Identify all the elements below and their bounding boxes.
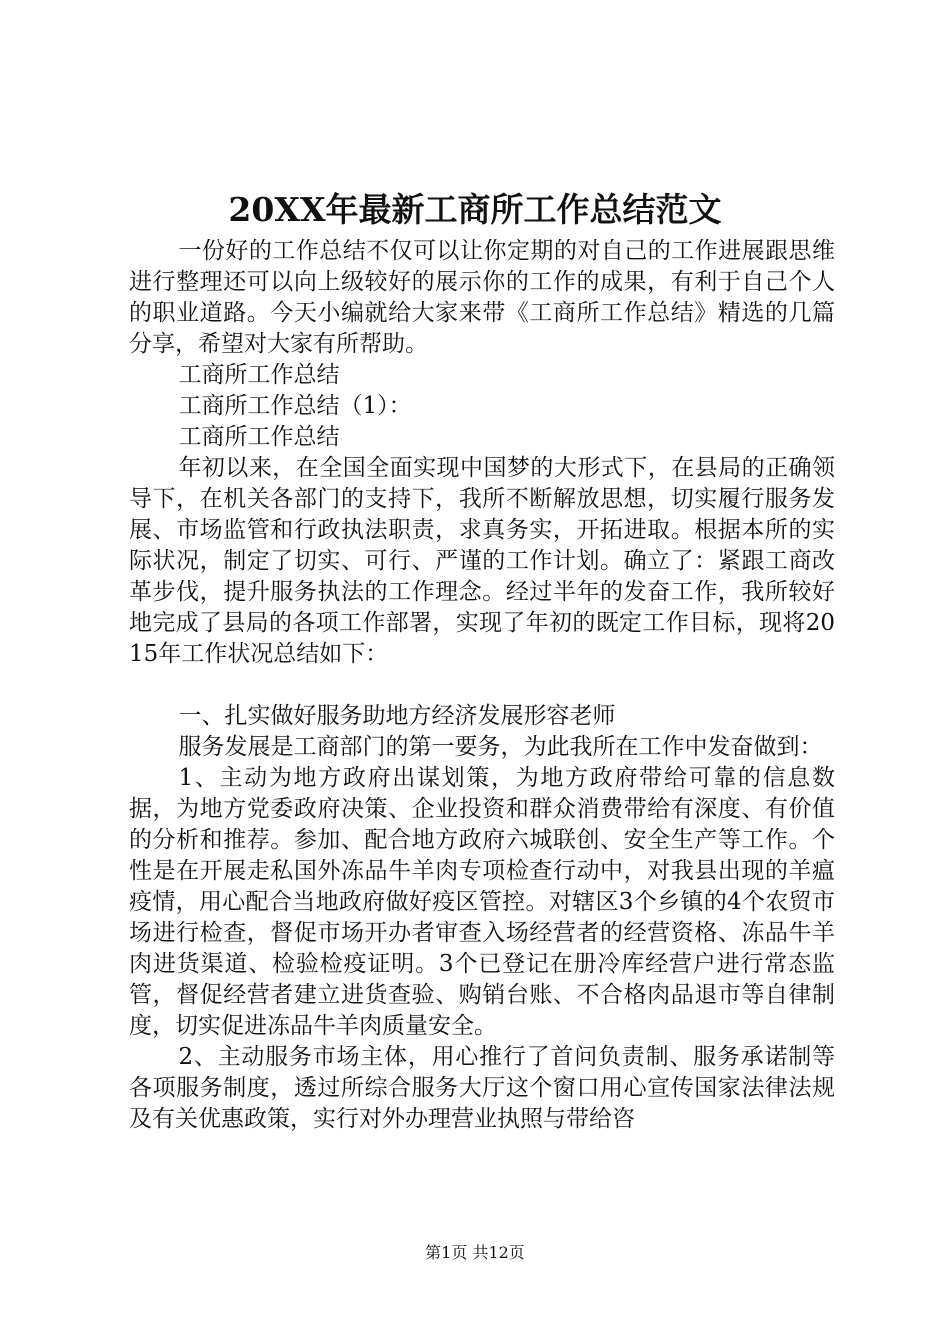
intro-paragraph: 一份好的工作总结不仅可以让你定期的对自己的工作进展跟思维进行整理还可以向上级较好的展示你的工作的成果，有利于自己个人的职业道路。今天小编就给大家来带《工商所工作总结》精选的几篇分享，希望对大家有所帮助。 xyxy=(129,238,835,357)
subheading-1: 工商所工作总结 xyxy=(178,362,340,388)
list-item-1: 1、主动为地方政府出谋划策，为地方政府带给可靠的信息数据，为地方党委政府决策、企业投资和群众消费带给有深度、有价值的分析和推荐。参加、配合地方政府六城联创、安全生产等工作。个性是在开展走私国外冻品牛羊肉专项检查行动中，对我县出现的羊瘟疫情，用心配合当地政府做好疫区管控。对辖区3个乡镇的4个农贸市场进行检查，督促市场开办者审查入场经营者的经营资格、冻品牛羊肉进货渠道、检验检疫证明。3个已登记在册冷库经营户进行常态监管，督促经营者建立进货查验、购销台账、不合格肉品退市等自律制度，切实促进冻品牛羊肉质量安全。 xyxy=(129,765,835,1039)
page-number: 第1页 共12页 xyxy=(425,1243,525,1262)
subheading-3: 工商所工作总结 xyxy=(178,424,340,450)
subheading-2: 工商所工作总结（1）： xyxy=(178,393,412,419)
body-paragraph-1: 年初以来，在全国全面实现中国梦的大形式下，在县局的正确领导下，在机关各部门的支持下，我所不断解放思想，切实履行服务发展、市场监管和行政执法职责，求真务实，开拓进取。根据本所的实际状况，制定了切实、可行、严谨的工作计划。确立了：紧跟工商改革步伐，提升服务执法的工作理念。经过半年的发奋工作，我所较好地完成了县局的各项工作部署，实现了年初的既定工作目标，现将2015年工作状况总结如下： xyxy=(129,455,835,667)
document-body xyxy=(129,236,835,1135)
section-1-heading: 一、扎实做好服务助地方经济发展形容老师 xyxy=(178,703,616,729)
list-item-2: 2、主动服务市场主体，用心推行了首问负责制、服务承诺制等各项服务制度，透过所综合服务大厅这个窗口用心宣传国家法律法规及有关优惠政策，实行对外办理营业执照与带给咨 xyxy=(129,1044,835,1132)
document-title: 20XX年最新工商所工作总结范文 xyxy=(228,190,722,229)
section-1-intro: 服务发展是工商部门的第一要务，为此我所在工作中发奋做到： xyxy=(178,734,823,760)
paragraph-spacer xyxy=(129,670,835,701)
